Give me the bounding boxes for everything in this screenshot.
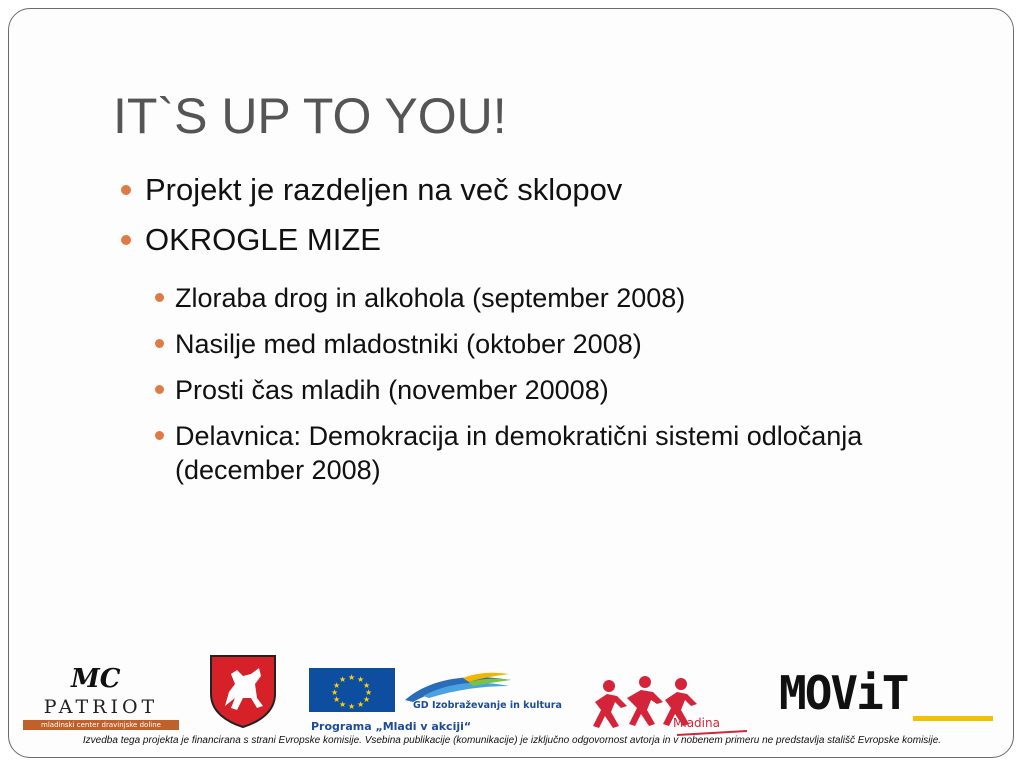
bullet-item [121,221,921,259]
sub-bullet-list [155,281,915,499]
sub-bullet-item [155,281,915,315]
bullet-dot-icon [121,185,131,195]
bullet-dot-icon [155,339,164,348]
sub-bullet-item [155,419,915,487]
eu-disclaimer: Izvedba tega projekta je financirana s strani Evropske komisije. Vsebina publikacije (komunikacije) je izključno odgovornost avtorja in v nobenem primeru ne predstavlja stališč Evropske komisije. [82,735,942,746]
coat-of-arms-icon [207,654,279,728]
patriot-tagline: mladinski center dravinjske doline [23,720,179,730]
sponsor-logos [9,654,1014,734]
slide-title: IT`S UP TO YOU! [113,88,507,144]
sub-bullet-item [155,327,915,361]
bullet-dot-icon [155,293,164,302]
mladina-logo-icon [587,672,747,740]
bullet-text: OKROGLE MIZE [145,222,381,257]
movit-logo [779,666,995,732]
sub-bullet-item [155,373,915,407]
patriot-logo [23,664,179,732]
sub-bullet-text: Prosti čas mladih (november 20008) [175,375,609,405]
sub-bullet-text: Delavnica: Demokracija in demokratični sistemi odločanja (december 2008) [175,421,863,485]
main-bullet-list [121,171,921,271]
patriot-mc-mark: MC [71,664,121,694]
bullet-dot-icon [121,235,131,245]
movit-wordmark: MOViT [779,666,908,720]
sub-bullet-text: Zloraba drog in alkohola (september 2008) [175,283,686,313]
bullet-text: Projekt je razdeljen na več sklopov [145,172,623,207]
bullet-item [121,171,921,209]
gd-organization-label: GD Izobraževanje in kultura [413,700,562,711]
sub-bullet-text: Nasilje med mladostniki (oktober 2008) [175,329,642,359]
bullet-dot-icon [155,431,164,440]
patriot-name: PATRIOT [43,696,159,718]
slide [8,8,1014,758]
program-label: Programa „Mladi v akciji“ [311,720,472,733]
eu-flag-icon: ★ ★ ★ ★ ★ ★ ★ ★ ★ ★ ★ ★ [309,668,395,712]
mladina-label: Mladina [673,716,720,730]
bullet-dot-icon [155,385,164,394]
movit-underline [913,716,993,721]
